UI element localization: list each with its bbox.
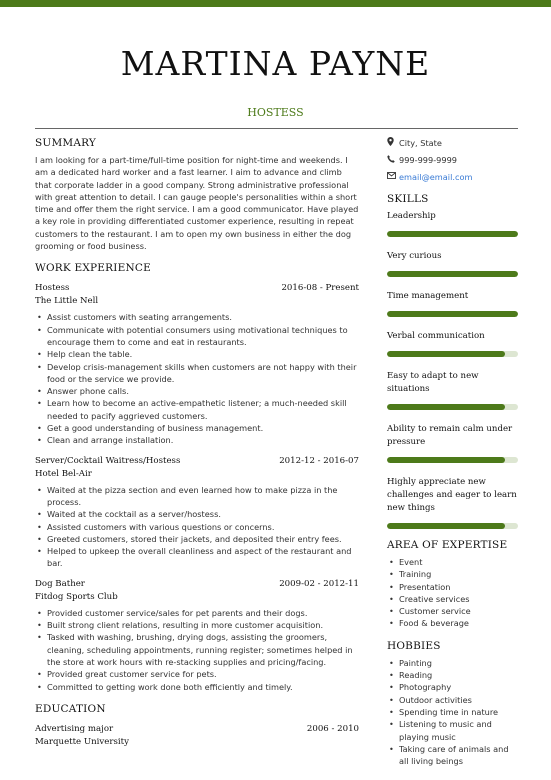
- location-text: City, State: [399, 137, 442, 148]
- list-item: • Spending time in nature: [387, 706, 518, 718]
- summary-heading: SUMMARY: [35, 137, 97, 149]
- expertise-heading: AREA OF EXPERTISE: [387, 539, 508, 551]
- list-item: • Presentation: [387, 581, 518, 593]
- summary-text: I am looking for a part-time/full-time position for night-time and weekends. I am a dedicated hard worker and a fast learner. I aim to advance and climb that corporate ladder in a good company. Strong administrative professional with great attention to detail. I can gauge people's personalities within a short time and offer them the right service. I am a good communicator. Have played a key role in providing differentiated customer experience, resulting in repeat customers to the restaurant. I am to open my own business in either the dog grooming or food business.: [35, 155, 359, 252]
- map-pin-icon: [387, 137, 399, 148]
- skill-item: [387, 370, 518, 410]
- list-item: • Committed to getting work done both efficiently and timely.: [35, 681, 359, 693]
- contact-email: [387, 168, 518, 185]
- skill-name: Time management: [387, 291, 469, 301]
- education-section: [35, 703, 359, 747]
- job-entry: [35, 456, 359, 570]
- expertise-section: [387, 539, 518, 630]
- education-dates: 2006 - 2010: [306, 723, 359, 734]
- top-accent-bar: [0, 0, 551, 7]
- sidebar-column: [387, 137, 518, 767]
- skill-bar: [387, 523, 518, 529]
- education-heading: EDUCATION: [35, 702, 106, 715]
- job-company: Fitdog Sports Club: [35, 591, 118, 602]
- job-title: Dog Bather: [35, 578, 85, 589]
- job-title: Hostess: [35, 283, 70, 294]
- job-dates: 2009-02 - 2012-11: [279, 578, 359, 589]
- list-item: • Training: [387, 568, 518, 580]
- skill-list: [387, 210, 518, 529]
- skill-bar: [387, 351, 518, 357]
- list-item: • Event: [387, 556, 518, 568]
- education-degree: Advertising major: [35, 723, 114, 734]
- list-item: • Reading: [387, 669, 518, 681]
- job-bullets: [35, 607, 359, 693]
- list-item: • Tasked with washing, brushing, drying dogs, assisting the groomers, cleaning, scheduling appointments, running register; sometimes helped in the store at work hours with re-stacking supplies and pricing/facing.: [35, 631, 359, 668]
- envelope-icon: [387, 172, 399, 181]
- job-company: Hotel Bel-Air: [35, 468, 92, 479]
- skill-name: Ability to remain calm under pressure: [387, 424, 513, 447]
- skill-bar: [387, 404, 518, 410]
- skill-item: [387, 476, 518, 529]
- education-school: Marquette University: [35, 736, 129, 747]
- list-item: • Creative services: [387, 593, 518, 605]
- skill-item: [387, 330, 518, 357]
- list-item: • Listening to music and playing music: [387, 718, 518, 743]
- skill-name: Easy to adapt to new situations: [387, 371, 479, 394]
- job-title: Server/Cocktail Waitress/Hostess: [35, 455, 181, 466]
- summary-section: [35, 137, 359, 252]
- skill-bar-fill: [387, 523, 505, 529]
- hobbies-list: [387, 657, 518, 768]
- list-item: • Outdoor activities: [387, 694, 518, 706]
- header-divider: [35, 128, 518, 129]
- skill-bar-fill: [387, 271, 518, 277]
- skill-bar: [387, 457, 518, 463]
- list-item: • Get a good understanding of business management.: [35, 422, 359, 434]
- job-company: The Little Nell: [35, 296, 99, 307]
- contact-phone: [387, 151, 518, 168]
- job-bullets: [35, 484, 359, 570]
- skill-bar: [387, 231, 518, 237]
- list-item: • Painting: [387, 657, 518, 669]
- list-item: • Photography: [387, 681, 518, 693]
- job-entry: [35, 579, 359, 693]
- list-item: • Assist customers with seating arrangements.: [35, 311, 359, 323]
- skill-name: Highly appreciate new challenges and eager to learn new things: [387, 477, 517, 513]
- job-dates: 2012-12 - 2016-07: [279, 455, 359, 466]
- job-dates: 2016-08 - Present: [281, 283, 359, 294]
- job-header: [35, 456, 359, 466]
- list-item: • Helped to upkeep the overall cleanliness and aspect of the restaurant and bar.: [35, 545, 359, 570]
- contact-block: [387, 134, 518, 185]
- skill-name: Leadership: [387, 211, 436, 221]
- list-item: • Provided great customer service for pets.: [35, 668, 359, 680]
- contact-location: [387, 134, 518, 151]
- skill-bar: [387, 271, 518, 277]
- skill-name: Verbal communication: [387, 331, 485, 341]
- list-item: • Customer service: [387, 605, 518, 617]
- skill-item: [387, 210, 518, 237]
- skill-bar-fill: [387, 351, 505, 357]
- job-header: [35, 283, 359, 293]
- list-item: • Food & beverage: [387, 617, 518, 629]
- list-item: • Develop crisis-management skills when customers are not happy with their food or the service we provide.: [35, 361, 359, 386]
- skill-name: Very curious: [387, 251, 442, 261]
- skill-item: [387, 423, 518, 463]
- list-item: • Answer phone calls.: [35, 385, 359, 397]
- main-column: [35, 137, 359, 747]
- job-bullets: [35, 311, 359, 446]
- expertise-list: [387, 556, 518, 630]
- skills-heading: SKILLS: [387, 193, 429, 205]
- candidate-name: MARTINA PAYNE: [120, 44, 431, 83]
- skill-bar-fill: [387, 457, 505, 463]
- email-link[interactable]: email@email.com: [399, 171, 473, 182]
- skill-bar-fill: [387, 231, 518, 237]
- list-item: • Learn how to become an active-empathetic listener; a much-needed skill needed to pacify aggrieved customers.: [35, 397, 359, 422]
- hobbies-section: [387, 640, 518, 768]
- skills-section: [387, 193, 518, 529]
- list-item: • Provided customer service/sales for pet parents and their dogs.: [35, 607, 359, 619]
- skill-bar-fill: [387, 404, 505, 410]
- work-experience-heading: WORK EXPERIENCE: [35, 262, 151, 275]
- work-experience-section: [35, 262, 359, 692]
- list-item: • Assisted customers with various questions or concerns.: [35, 521, 359, 533]
- skill-bar: [387, 311, 518, 317]
- job-role: HOSTESS: [247, 106, 304, 119]
- hobbies-heading: HOBBIES: [387, 639, 441, 652]
- skill-item: [387, 250, 518, 277]
- list-item: • Waited at the cocktail as a server/hostess.: [35, 508, 359, 520]
- job-header: [35, 579, 359, 589]
- list-item: • Waited at the pizza section and even learned how to make pizza in the process.: [35, 484, 359, 509]
- job-entry: [35, 283, 359, 446]
- skill-item: [387, 290, 518, 317]
- list-item: • Help clean the table.: [35, 348, 359, 360]
- list-item: • Clean and arrange installation.: [35, 434, 359, 446]
- skill-bar-fill: [387, 311, 518, 317]
- list-item: • Greeted customers, stored their jackets, and deposited their entry fees.: [35, 533, 359, 545]
- list-item: • Taking care of animals and all living beings: [387, 743, 518, 768]
- list-item: • Built strong client relations, resulting in more customer acquisition.: [35, 619, 359, 631]
- education-header: [35, 724, 359, 734]
- phone-text: 999-999-9999: [399, 154, 458, 165]
- phone-icon: [387, 155, 399, 165]
- list-item: • Communicate with potential consumers using motivational techniques to encourage them to come and eat in restaurants.: [35, 324, 359, 349]
